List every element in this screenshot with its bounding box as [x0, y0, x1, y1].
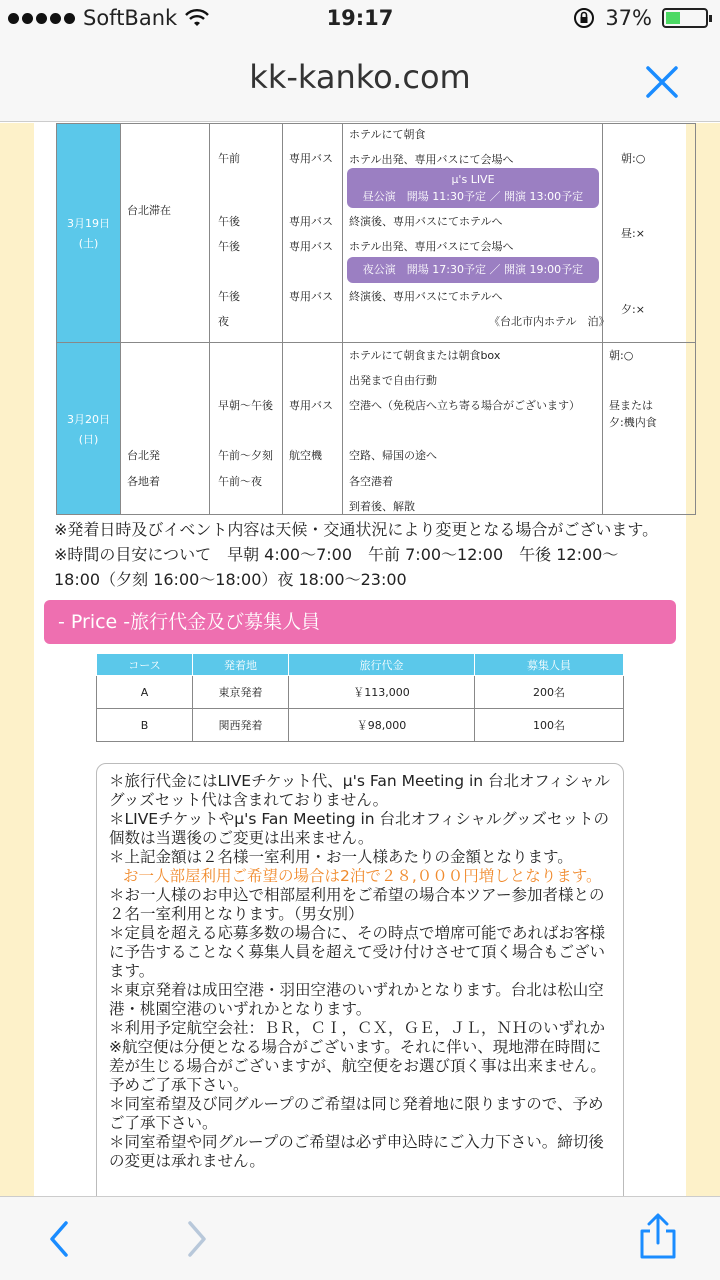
date-label: 3月20日 — [67, 412, 110, 426]
transport-cell — [283, 124, 343, 343]
web-page — [0, 123, 720, 1196]
battery-percent: 37% — [605, 6, 652, 30]
transport-label: 航空機 — [289, 449, 322, 462]
term-item: ＊同室希望や同グループのご希望は必ず申込時にご入力下さい。締切後の変更は承れません。 — [109, 1133, 604, 1170]
time-cell — [210, 343, 283, 515]
note-line: ※発着日時及びイベント内容は天候・交通状況により変更となる場合がございます。 — [54, 520, 659, 539]
term-item: ＊利用予定航空会社：ＢＲ，ＣＩ，ＣＸ，ＧＥ，ＪＬ，ＮＨのいずれか — [109, 1019, 606, 1037]
term-item: ＊定員を超える応募多数の場合に、その時点で増席可能であればお客様に予告することなく募集人員を超えて受け付けさせて頂く場合もございます。 — [109, 924, 606, 980]
back-icon[interactable] — [44, 1219, 74, 1259]
meal-label: 夕:機内食 — [609, 416, 657, 429]
time-label: 午後 — [218, 290, 240, 303]
note-line: ※時間の目安について 早朝 4:00～7:00 午前 7:00～12:00 午後 12:00～ — [54, 545, 619, 564]
time-label: 午前 — [218, 152, 240, 165]
price-cell: ￥113,000 — [289, 676, 475, 709]
detail-text: 終演後、専用バスにてホテルへ — [349, 290, 503, 303]
browser-header — [0, 40, 720, 122]
course-cell: B — [97, 709, 193, 742]
place-cell — [121, 343, 210, 515]
place-cell — [121, 124, 210, 343]
column-header: 発着地 — [193, 654, 289, 676]
detail-text: 到着後、解散 — [349, 500, 415, 513]
time-label: 午後 — [218, 240, 240, 253]
carrier-name: SoftBank — [83, 6, 178, 30]
price-table-header — [97, 654, 624, 676]
transport-label: 専用バス — [289, 152, 333, 165]
place-label: 台北滞在 — [127, 204, 171, 217]
live-title: μ's LIVE — [451, 173, 495, 186]
term-item: ＊お一人様のお申込で相部屋利用をご希望の場合本ツアー参加者様との２名一室利用となります。（男女別） — [109, 886, 605, 923]
detail-text: ホテルにて朝食または朝食box — [349, 349, 501, 362]
schedule-row-day20 — [57, 343, 696, 515]
place-label: 台北発 — [127, 449, 160, 462]
hotel-note: 《台北市内ホテル 泊》 — [489, 315, 610, 328]
detail-text: ホテル出発、専用バスにて会場へ — [349, 153, 514, 166]
live-matinee-banner — [347, 168, 599, 208]
term-item: ＊同室希望及び同グループのご希望は同じ発着地に限りますので、予めご了承下さい。 — [109, 1095, 604, 1132]
terms-box — [96, 763, 624, 1196]
weekday-label: (日) — [78, 432, 99, 446]
live-matinee-text: 昼公演 開場 11:30予定 ／ 開演 13:00予定 — [362, 190, 584, 203]
time-label: 午後 — [218, 215, 240, 228]
price-cell: ￥98,000 — [289, 709, 475, 742]
detail-text: 各空港着 — [349, 475, 393, 488]
status-bar — [0, 0, 720, 40]
transport-label: 専用バス — [289, 240, 333, 253]
date-label: 3月19日 — [67, 217, 110, 230]
term-item: ＊LIVEチケットやμ's Fan Meeting in 台北オフィシャルグッズセットの個数は当選後のご変更は出来ません。 — [109, 810, 609, 847]
detail-text: ホテル出発、専用バスにて会場へ — [349, 240, 514, 253]
capacity-cell: 200名 — [475, 676, 624, 709]
schedule-row-day19 — [57, 124, 696, 343]
table-row — [97, 709, 624, 742]
column-header: 募集人員 — [475, 654, 624, 676]
transport-label: 専用バス — [289, 399, 333, 412]
meal-label: 夕:× — [621, 303, 645, 316]
price-table — [96, 653, 624, 742]
term-item: ※航空便は分便となる場合がございます。それに伴い、現地滞在時間に差が生じる場合がございますが、航空便をお選び頂く事は出来ません。予めご了承下さい。 — [109, 1038, 606, 1094]
browser-toolbar — [0, 1196, 720, 1280]
meal-cell — [603, 343, 696, 515]
detail-text: ホテルにて朝食 — [349, 128, 426, 141]
note-line: 18:00（夕刻 16:00～18:00）夜 18:00～23:00 — [54, 570, 407, 589]
term-item: ＊上記金額は２名様一室利用・お一人様あたりの金額となります。 — [109, 848, 573, 866]
meal-label: 昼または — [609, 399, 653, 412]
share-icon[interactable] — [636, 1213, 680, 1261]
column-header: 旅行代金 — [289, 654, 475, 676]
place-label: 各地着 — [127, 475, 160, 488]
time-label: 午前～夜 — [218, 475, 262, 488]
schedule-table — [56, 123, 696, 515]
detail-text: 空港へ（免税店へ立ち寄る場合がございます） — [349, 399, 580, 412]
origin-cell: 東京発着 — [193, 676, 289, 709]
close-icon[interactable] — [642, 62, 682, 102]
battery-icon — [662, 8, 708, 28]
course-cell: A — [97, 676, 193, 709]
date-cell — [57, 343, 121, 515]
live-evening-text: 夜公演 開場 17:30予定 ／ 開演 19:00予定 — [362, 263, 584, 276]
origin-cell: 関西発着 — [193, 709, 289, 742]
detail-cell — [343, 343, 603, 515]
detail-text: 空路、帰国の途へ — [349, 449, 437, 462]
time-label: 早朝～午後 — [218, 399, 273, 412]
rotation-lock-icon — [573, 7, 595, 29]
transport-label: 専用バス — [289, 290, 333, 303]
meal-label: 朝:○ — [609, 349, 634, 362]
schedule-notes — [54, 517, 674, 592]
table-row — [97, 676, 624, 709]
page-domain[interactable]: kk-kanko.com — [249, 58, 471, 96]
detail-cell — [343, 124, 610, 343]
capacity-cell: 100名 — [475, 709, 624, 742]
meal-label: 昼:× — [621, 227, 645, 240]
detail-text: 出発まで自由行動 — [349, 374, 437, 387]
detail-text: 終演後、専用バスにてホテルへ — [349, 215, 503, 228]
meal-cell — [603, 124, 696, 343]
column-header: コース — [97, 654, 193, 676]
transport-cell — [283, 343, 343, 515]
date-cell — [57, 124, 121, 343]
term-item: ＊東京発着は成田空港・羽田空港のいずれかとなります。台北は松山空港・桃園空港のいずれかとなります。 — [109, 981, 604, 1018]
forward-icon[interactable] — [182, 1219, 212, 1259]
term-item-highlight: お一人部屋利用ご希望の場合は2泊で２８,０００円増しとなります。 — [123, 867, 602, 885]
live-evening-banner — [347, 257, 599, 283]
time-label: 夜 — [218, 315, 229, 328]
meal-label: 朝:○ — [621, 152, 646, 165]
term-item: ＊旅行代金にはLIVEチケット代、μ's Fan Meeting in 台北オフィシャルグッズセット代は含まれておりません。 — [109, 772, 611, 809]
time-label: 午前～夕刻 — [218, 449, 273, 462]
transport-label: 専用バス — [289, 215, 333, 228]
price-section-heading: - Price -旅行代金及び募集人員 — [44, 600, 676, 644]
time-cell — [210, 124, 283, 343]
weekday-label: (土) — [78, 237, 99, 250]
clock: 19:17 — [326, 6, 394, 30]
